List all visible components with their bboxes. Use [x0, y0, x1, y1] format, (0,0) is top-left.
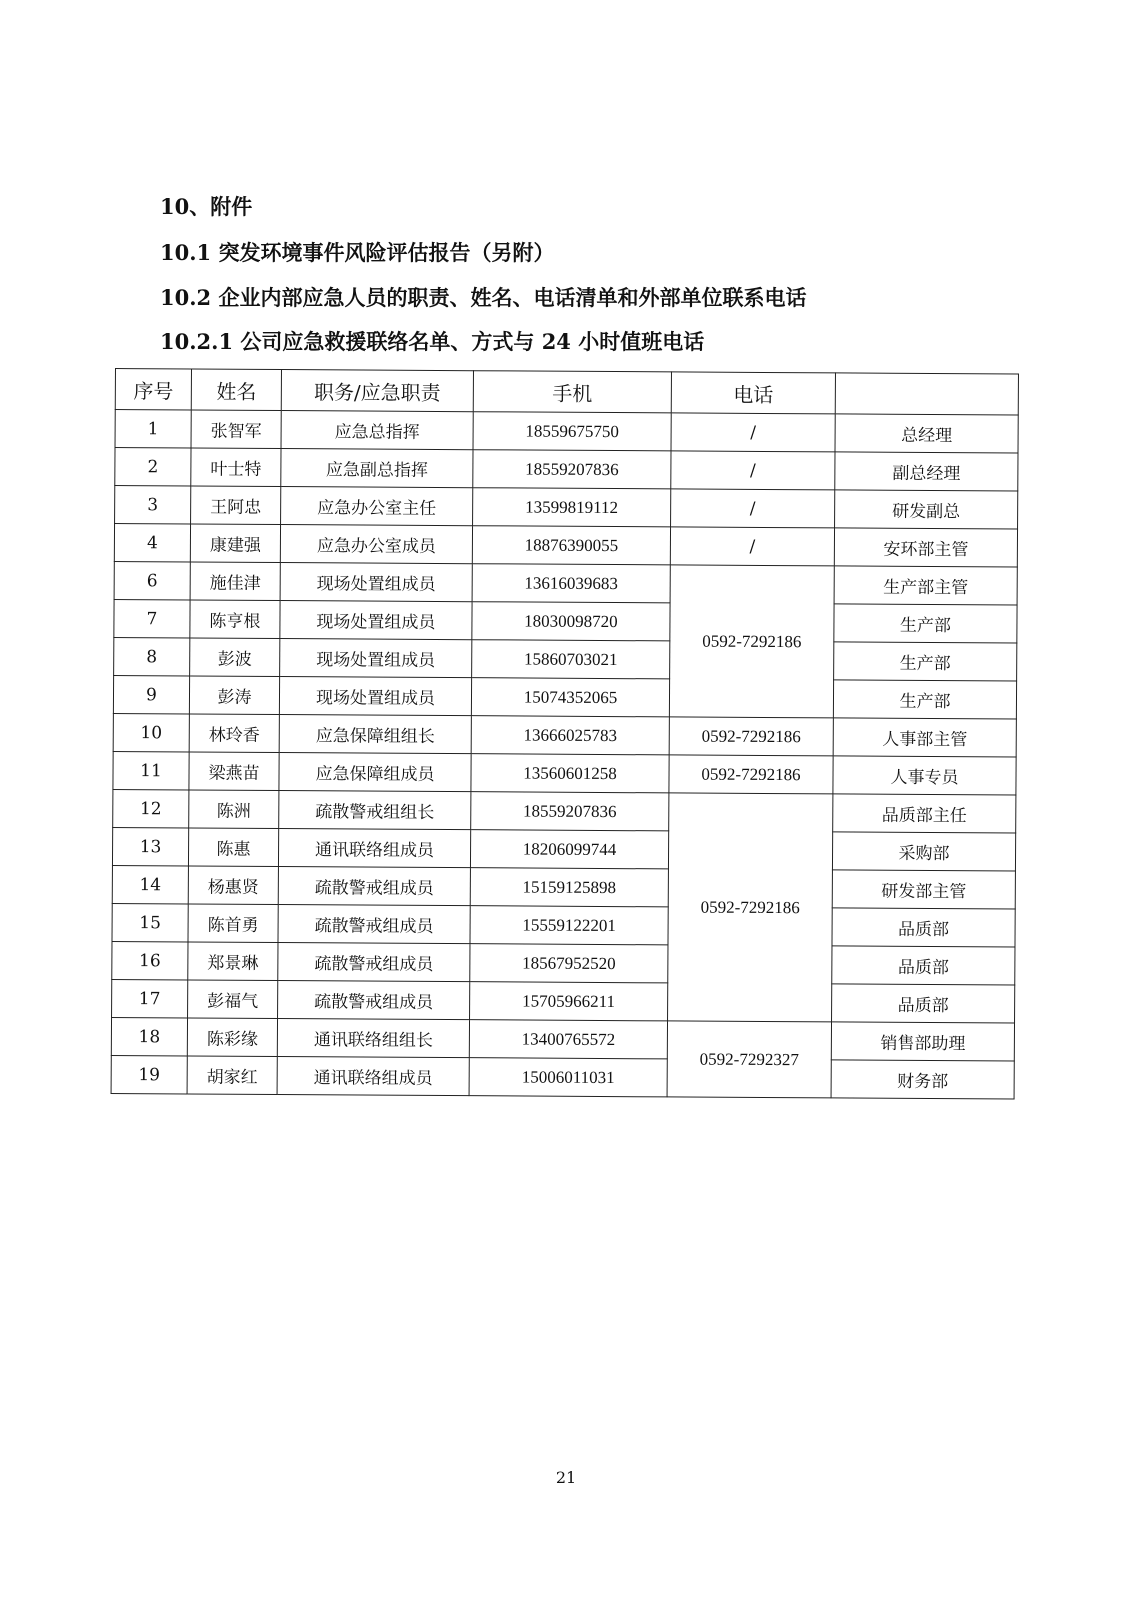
cell-no: 10 — [113, 713, 189, 751]
table-row — [112, 865, 1015, 909]
cell-no: 4 — [114, 524, 190, 562]
table-row — [112, 941, 1015, 985]
header-title — [835, 373, 1018, 415]
cell-name: 杨惠贤 — [188, 866, 278, 905]
cell-title: 人事专员 — [833, 756, 1016, 795]
cell-no: 1 — [115, 410, 191, 448]
cell-role: 现场处置组成员 — [279, 677, 471, 716]
cell-title: 研发副总 — [835, 490, 1018, 529]
contact-table-wrapper — [111, 368, 1019, 1100]
cell-name: 郑景琳 — [188, 942, 278, 981]
cell-no: 18 — [111, 1017, 187, 1055]
cell-phone: 0592-7292186 — [669, 755, 833, 794]
cell-name: 叶士特 — [191, 448, 281, 487]
table-row — [111, 1017, 1014, 1061]
cell-no: 17 — [112, 979, 188, 1017]
cell-no: 6 — [114, 561, 190, 599]
page-number: 21 — [555, 1468, 577, 1487]
cell-title: 生产部主管 — [834, 566, 1017, 605]
table-row — [114, 561, 1017, 605]
section-heading-contacts: 10.2 企业内部应急人员的职责、姓名、电话清单和外部单位联系电话 — [160, 285, 807, 310]
cell-title: 销售部助理 — [831, 1022, 1014, 1061]
cell-phone-merged: 0592-7292186 — [669, 565, 834, 718]
cell-role: 疏散警戒组成员 — [278, 943, 470, 982]
cell-no: 13 — [112, 827, 188, 865]
cell-no: 12 — [113, 789, 189, 827]
cell-no: 8 — [114, 637, 190, 675]
section-heading-contact-list: 10.2.1 公司应急救援联络名单、方式与 24 小时值班电话 — [160, 329, 705, 354]
table-header-row — [115, 369, 1018, 416]
table-row — [115, 410, 1018, 454]
cell-title: 财务部 — [831, 1060, 1014, 1099]
cell-title: 品质部 — [832, 946, 1015, 985]
cell-mobile: 18030098720 — [472, 602, 670, 641]
cell-mobile: 15705966211 — [470, 982, 668, 1021]
cell-mobile: 13400765572 — [469, 1020, 667, 1059]
cell-role: 疏散警戒组成员 — [278, 867, 470, 906]
table-row — [113, 789, 1016, 833]
header-phone: 电话 — [671, 372, 835, 414]
cell-phone: 0592-7292186 — [669, 717, 833, 756]
table-row — [112, 827, 1015, 871]
cell-role: 应急办公室成员 — [280, 525, 472, 564]
cell-name: 陈亨根 — [190, 600, 280, 639]
cell-role: 现场处置组成员 — [280, 563, 472, 602]
cell-title: 采购部 — [832, 832, 1015, 871]
header-role: 职务/应急职责 — [281, 370, 473, 412]
cell-title: 品质部 — [832, 984, 1015, 1023]
cell-title: 生产部 — [834, 604, 1017, 643]
cell-title: 品质部 — [832, 908, 1015, 947]
cell-role: 现场处置组成员 — [280, 601, 472, 640]
cell-mobile: 13599819112 — [473, 488, 671, 527]
table-row — [112, 903, 1015, 947]
cell-no: 15 — [112, 903, 188, 941]
cell-mobile: 18876390055 — [472, 526, 670, 565]
cell-role: 现场处置组成员 — [280, 639, 472, 678]
cell-mobile: 15074352065 — [471, 678, 669, 717]
cell-name: 康建强 — [190, 524, 280, 563]
cell-mobile: 13560601258 — [471, 754, 669, 793]
section-heading-attachments: 10、附件 — [160, 194, 253, 219]
table-row — [112, 979, 1015, 1023]
cell-name: 陈彩缘 — [187, 1018, 277, 1057]
header-no: 序号 — [115, 369, 191, 410]
cell-role: 疏散警戒组组长 — [279, 791, 471, 830]
table-row — [113, 675, 1016, 719]
cell-phone: / — [671, 413, 835, 452]
cell-name: 施佳津 — [190, 562, 280, 601]
cell-title: 生产部 — [834, 642, 1017, 681]
cell-mobile: 18559207836 — [471, 792, 669, 831]
cell-title: 品质部主任 — [833, 794, 1016, 833]
cell-role: 应急总指挥 — [281, 411, 473, 450]
cell-role: 应急保障组组长 — [279, 715, 471, 754]
cell-mobile: 13616039683 — [472, 564, 670, 603]
cell-role: 应急副总指挥 — [281, 449, 473, 488]
cell-name: 陈首勇 — [188, 904, 278, 943]
table-row — [111, 1055, 1014, 1099]
cell-name: 陈洲 — [189, 790, 279, 829]
cell-role: 应急办公室主任 — [281, 487, 473, 526]
cell-role: 通讯联络组成员 — [277, 1057, 469, 1096]
cell-no: 19 — [111, 1055, 187, 1093]
contact-table — [111, 368, 1019, 1100]
table-row — [114, 524, 1017, 568]
cell-name: 林玲香 — [189, 714, 279, 753]
cell-mobile: 18559675750 — [473, 412, 671, 451]
table-row — [113, 751, 1016, 795]
cell-phone: / — [671, 451, 835, 490]
section-heading-risk-report: 10.1 突发环境事件风险评估报告（另附） — [160, 240, 555, 265]
cell-no: 2 — [115, 448, 191, 486]
header-name: 姓名 — [191, 369, 281, 411]
cell-role: 通讯联络组成员 — [278, 829, 470, 868]
cell-name: 彭波 — [190, 638, 280, 677]
cell-mobile: 13666025783 — [471, 716, 669, 755]
table-row — [113, 713, 1016, 757]
cell-no: 7 — [114, 599, 190, 637]
cell-mobile: 15159125898 — [470, 868, 668, 907]
cell-no: 11 — [113, 751, 189, 789]
cell-no: 9 — [113, 675, 189, 713]
cell-mobile: 15860703021 — [472, 640, 670, 679]
cell-no: 16 — [112, 941, 188, 979]
cell-title: 研发部主管 — [832, 870, 1015, 909]
cell-name: 张智军 — [191, 410, 281, 449]
header-mobile: 手机 — [473, 371, 671, 413]
cell-role: 疏散警戒组成员 — [278, 905, 470, 944]
cell-phone-merged: 0592-7292186 — [668, 793, 833, 1022]
table-row — [115, 448, 1018, 492]
cell-name: 陈惠 — [188, 828, 278, 867]
cell-title: 副总经理 — [835, 452, 1018, 491]
cell-role: 疏散警戒组成员 — [278, 981, 470, 1020]
cell-no: 3 — [115, 486, 191, 524]
cell-mobile: 18206099744 — [470, 830, 668, 869]
cell-title: 生产部 — [833, 680, 1016, 719]
cell-role: 通讯联络组组长 — [277, 1019, 469, 1058]
cell-no: 14 — [112, 865, 188, 903]
cell-name: 彭福气 — [188, 980, 278, 1019]
cell-name: 梁燕苗 — [189, 752, 279, 791]
cell-phone-merged: 0592-7292327 — [667, 1021, 831, 1098]
table-row — [115, 486, 1018, 530]
cell-role: 应急保障组成员 — [279, 753, 471, 792]
cell-mobile: 15006011031 — [469, 1058, 667, 1097]
cell-name: 胡家红 — [187, 1056, 277, 1095]
table-row — [114, 599, 1017, 643]
cell-phone: / — [670, 527, 834, 566]
table-row — [114, 637, 1017, 681]
cell-name: 王阿忠 — [191, 486, 281, 525]
cell-title: 安环部主管 — [834, 528, 1017, 567]
cell-mobile: 15559122201 — [470, 906, 668, 945]
cell-name: 彭涛 — [189, 676, 279, 715]
cell-mobile: 18559207836 — [473, 450, 671, 489]
cell-phone: / — [671, 489, 835, 528]
cell-mobile: 18567952520 — [470, 944, 668, 983]
cell-title: 总经理 — [835, 414, 1018, 453]
cell-title: 人事部主管 — [833, 718, 1016, 757]
